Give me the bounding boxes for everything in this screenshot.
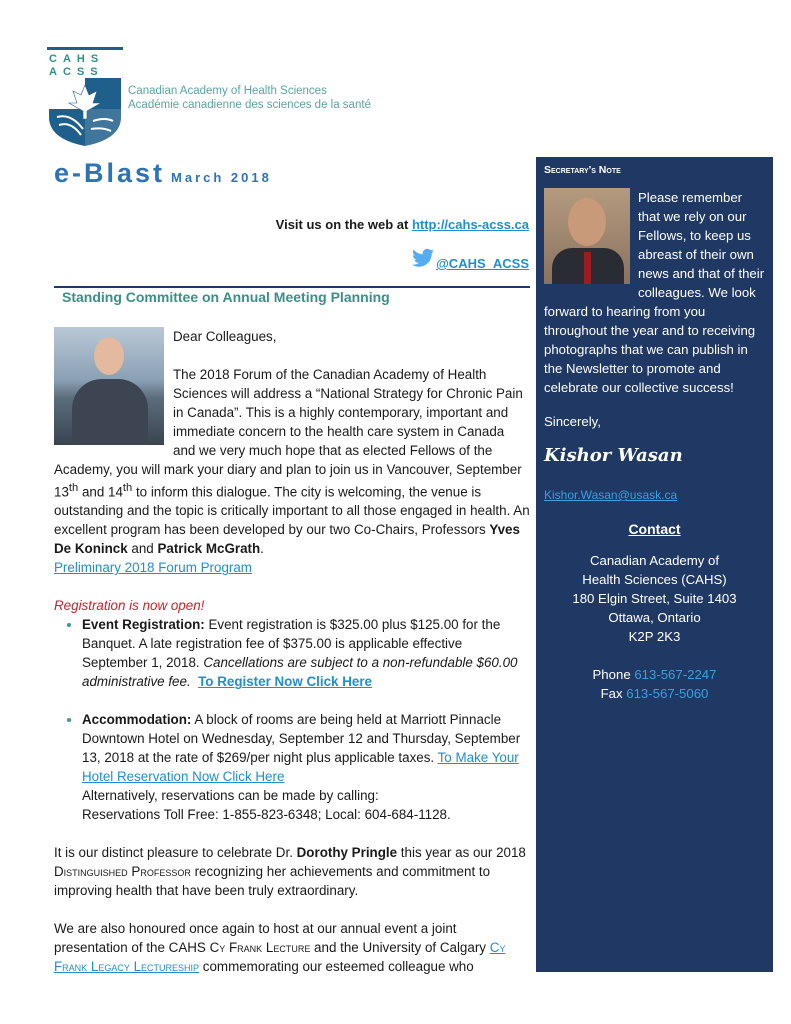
text: We are also honoured once again to host at our annual event a joint presentation of the CAHS	[54, 921, 457, 956]
pringle-paragraph	[54, 843, 530, 900]
twitter-line	[412, 248, 529, 271]
sidebar-heading: Secretary's Note	[544, 164, 621, 176]
reservation-phones: Reservations Toll Free: 1-855-823-6348; Local: 604-684-1128.	[82, 807, 451, 823]
text: recognizing her achievements and commitment to improving health that have been truly extraordinary.	[54, 864, 491, 899]
secretary-photo	[544, 188, 630, 284]
honoree-name: Dorothy Pringle	[296, 845, 398, 861]
intro-text: to inform this dialogue. The city is welcoming, the venue is outstanding and the topic is critically important to all those engaged in health. An excellent program has been developed by our two Co-Chairs, Professors	[54, 484, 530, 538]
lecture-title: Cy Frank Lecture	[209, 940, 311, 956]
website-line	[276, 217, 529, 232]
intro-text: and	[127, 541, 158, 557]
intro-text: The 2018 Forum of the Canadian Academy of Health Sciences will address a “National Strategy for Chronic Pain in Canada”. This is a highly contemporary, important and immediate concern to the health care system in Canada and we very much hope that as elected Fellows of the Academy, you will mark your diary and plan to join us in Vancouver, September 13	[54, 367, 523, 500]
registration-heading: Registration is now open!	[54, 598, 205, 614]
cancellation-note: Cancellations are subject to a non-refundable $60.00 administrative fee.	[82, 655, 518, 690]
website-label: Visit us on the web at	[275, 217, 412, 232]
text: It is our distinct pleasure to celebrate Dr.	[54, 845, 297, 861]
item-label: Event Registration:	[82, 617, 205, 633]
item-text: Event registration is $325.00 plus $125.00 for the Banquet. A late registration fee of $375.00 is applicable effective September 1, 2018.	[82, 617, 501, 671]
forum-program-link[interactable]: Preliminary 2018 Forum Program	[54, 560, 252, 576]
twitter-handle-link[interactable]: @CAHS_ACSS	[436, 256, 529, 271]
item-text: Alternatively, reservations can be made by calling:	[82, 788, 379, 804]
cahs-logo	[47, 47, 123, 147]
org-name-french: Académie canadienne des sciences de la santé	[128, 99, 371, 111]
intro-text: and 14	[78, 484, 123, 500]
co-chair-name: Yves De Koninck	[54, 522, 520, 557]
superscript: th	[68, 482, 79, 494]
org-name-english: Canadian Academy of Health Sciences	[128, 85, 327, 97]
intro-text: .	[260, 541, 264, 557]
closing: Sincerely,	[544, 414, 601, 429]
address-line: Health Sciences (CAHS)	[582, 572, 727, 587]
legacy-lectureship-link[interactable]: Cy Frank Legacy Lectureship	[54, 940, 506, 975]
text: commemorating our esteemed colleague who	[199, 959, 474, 975]
address-line: K2P 2K3	[628, 629, 681, 644]
twitter-bird-icon	[412, 248, 434, 271]
phone-label: Phone	[592, 667, 635, 682]
address-line: Ottawa, Ontario	[608, 610, 701, 625]
title-date: March 2018	[171, 170, 272, 185]
item-label: Accommodation:	[82, 712, 192, 728]
superscript: th	[122, 482, 133, 494]
text: and the University of Calgary	[310, 940, 490, 956]
address-line: 180 Elgin Street, Suite 1403	[572, 591, 737, 606]
signature: Kishor Wasan	[544, 445, 683, 466]
address-line: Canadian Academy of	[589, 553, 720, 568]
fax-number: 613-567-5060	[626, 686, 709, 701]
title-main: e-Blast	[54, 158, 166, 188]
section-divider	[54, 286, 530, 288]
contact-phone	[544, 665, 765, 684]
registration-list	[54, 615, 530, 824]
logo-text-top: CAHS	[49, 53, 105, 65]
event-registration-item	[82, 615, 530, 691]
section-title: Standing Committee on Annual Meeting Planning	[62, 289, 390, 305]
cy-frank-paragraph	[54, 919, 530, 976]
award-title: Distinguished Professor	[54, 864, 191, 880]
hotel-reservation-link[interactable]: To Make Your Hotel Reservation Now Click Here	[82, 750, 519, 785]
secretary-note-sidebar	[536, 157, 773, 972]
website-link[interactable]: http://cahs-acss.ca	[411, 217, 529, 232]
main-content	[54, 327, 530, 995]
secretary-email-link[interactable]: Kishor.Wasan@usask.ca	[544, 488, 678, 502]
fax-label: Fax	[600, 686, 627, 701]
organization-name	[128, 84, 371, 112]
logo-text-bottom: ACSS	[49, 66, 104, 78]
text: this year as our 2018	[397, 845, 526, 861]
contact-address	[544, 551, 765, 646]
secretary-note-text: Please remember that we rely on our Fellows, to keep us abreast of their own news and that of their colleagues. We look forward to hearing from you throughout the year and to receiving photographs that we can publish in the Newsletter to promote and celebrate our collective success!	[544, 190, 765, 395]
newsletter-title	[54, 158, 272, 189]
co-chair-name: Patrick McGrath	[157, 541, 261, 557]
phone-number[interactable]: 613-567-2247	[634, 667, 717, 682]
contact-heading: Contact	[628, 521, 681, 537]
item-text: A block of rooms are being held at Marriott Pinnacle Downtown Hotel on Wednesday, September 12 and Thursday, September 13, 2018 at the rate of $269/per night plus applicable taxes.	[82, 712, 521, 766]
contact-fax	[544, 684, 765, 703]
register-link[interactable]: To Register Now Click Here	[198, 674, 372, 690]
greeting: Dear Colleagues,	[173, 329, 277, 344]
co-chair-photo	[54, 327, 164, 445]
accommodation-item	[82, 710, 530, 824]
